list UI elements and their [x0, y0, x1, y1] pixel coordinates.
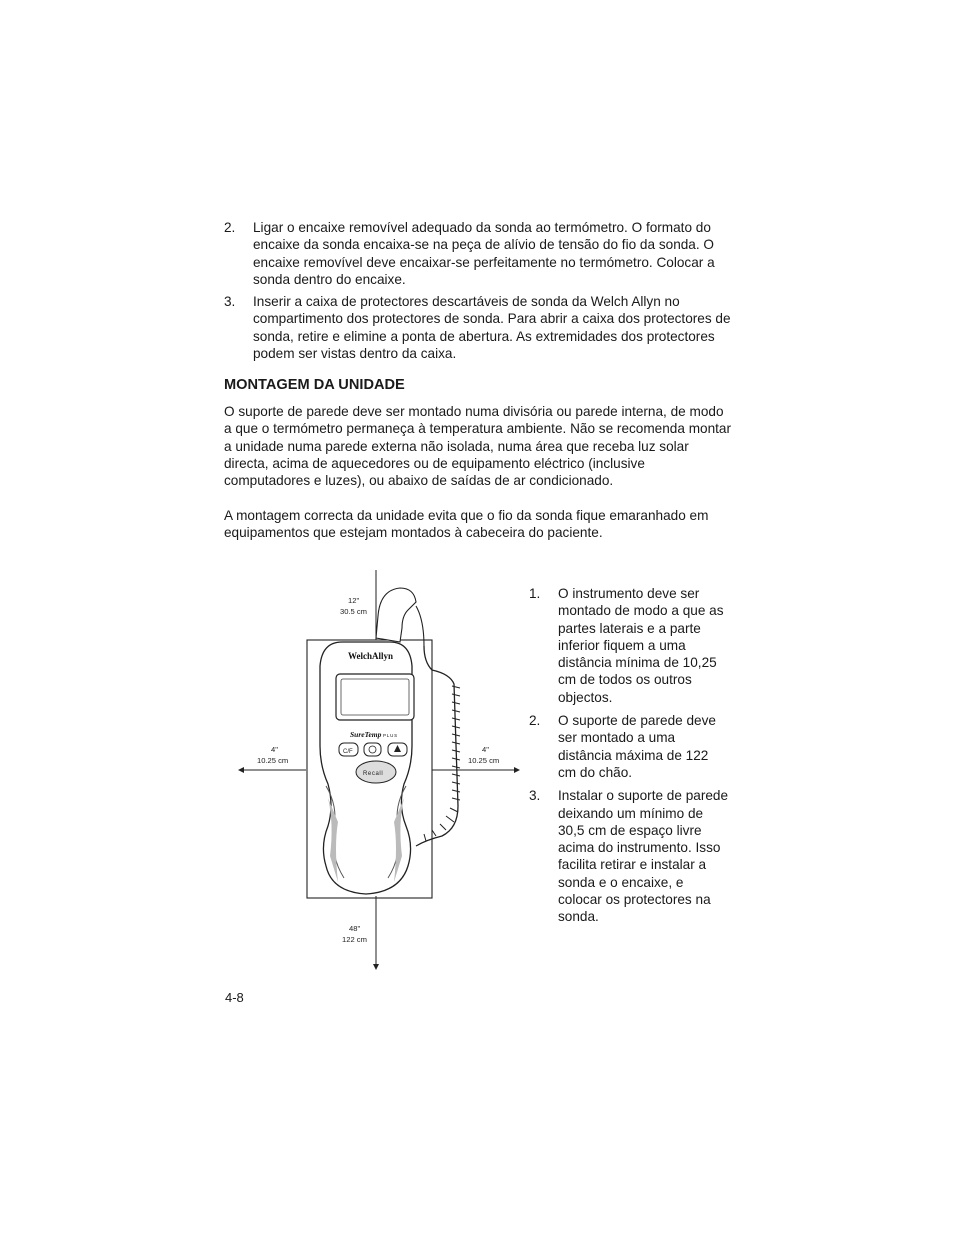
dimension-top-metric: 30.5 cm — [340, 607, 368, 616]
cf-button-label: C/F — [343, 749, 353, 755]
dimension-bottom-imperial: 48" — [349, 924, 361, 933]
probe-cord — [416, 646, 458, 846]
product-suffix: PLUS — [383, 733, 398, 738]
mode-button — [364, 743, 381, 756]
mounting-figure — [238, 566, 520, 972]
steps-side-list — [529, 585, 729, 926]
list-item — [529, 712, 729, 781]
step-text: Ligar o encaixe removível adequado da sonda ao termómetro. O formato do encaixe da sonda encaixa-se na peça de alívio de tensão do fio da sonda. O encaixe removível deve encaixar-se perfeitamente no termómetro. Colocar a sonda dentro do encaixe. — [253, 220, 715, 287]
list-item — [529, 585, 729, 706]
list-item — [529, 787, 729, 925]
probe-handle — [376, 588, 416, 642]
dimension-right-metric: 10.25 cm — [468, 756, 500, 765]
list-item — [224, 219, 734, 288]
dimension-left-metric: 10.25 cm — [257, 756, 289, 765]
recall-button-label: Recall — [363, 771, 384, 777]
steps-top-list — [224, 219, 734, 362]
step-text: O suporte de parede deve ser montado a uma distância máxima de 122 cm do chão. — [558, 713, 716, 780]
dimension-bottom-metric: 122 cm — [342, 935, 367, 944]
list-item — [224, 293, 734, 362]
product-name: SureTemp — [350, 730, 382, 739]
step-text: O instrumento deve ser montado de modo a que as partes laterais e a parte inferior fiquem a uma distância mínima de 10,25 cm de todos os outros objectos. — [558, 586, 724, 705]
step-text: Inserir a caixa de protectores descartáveis de sonda da Welch Allyn no compartimento dos protectores de sonda. Para abrir a caixa dos protectores de sonda, retire e elimine a ponta de abertura. As extremidades dos protectores podem ser vistas dentro da caixa. — [253, 294, 731, 362]
thermometer-mounting-illustration — [238, 566, 520, 972]
dimension-top-imperial: 12" — [348, 596, 360, 605]
step-number: 3. — [224, 294, 236, 310]
section-paragraph-1: O suporte de parede deve ser montado numa divisória ou parede interna, de modo a que o termómetro permaneça à temperatura ambiente. Não se recomenda montar a unidade numa parede externa não isolada, numa área que receba luz solar directa, acima de aquecedores ou de equipamento eléctrico (inclusive computadores e luzes), ou abaixo de saídas de ar condicionado. — [224, 404, 732, 489]
section-paragraph-2: A montagem correcta da unidade evita que o fio da sonda fique emaranhado em equipamentos que estejam montados à cabeceira do paciente. — [224, 508, 709, 541]
display-screen — [341, 679, 409, 715]
step-number: 2. — [224, 220, 236, 235]
step-number: 1. — [529, 586, 541, 601]
dimension-right-imperial: 4" — [482, 745, 489, 754]
step-number: 2. — [529, 713, 541, 729]
step-number: 3. — [529, 788, 541, 804]
section-heading: MONTAGEM DA UNIDADE — [224, 377, 405, 393]
dimension-left-imperial: 4" — [271, 745, 278, 754]
step-text: Instalar o suporte de parede deixando um mínimo de 30,5 cm de espaço livre acima do instrumento. Isso facilita retirar e instalar a sonda e o encaixe, e colocar os protectores na sonda. — [558, 788, 729, 925]
page-number: 4-8 — [225, 990, 244, 1005]
brand-logo: WelchAllyn — [348, 651, 394, 661]
